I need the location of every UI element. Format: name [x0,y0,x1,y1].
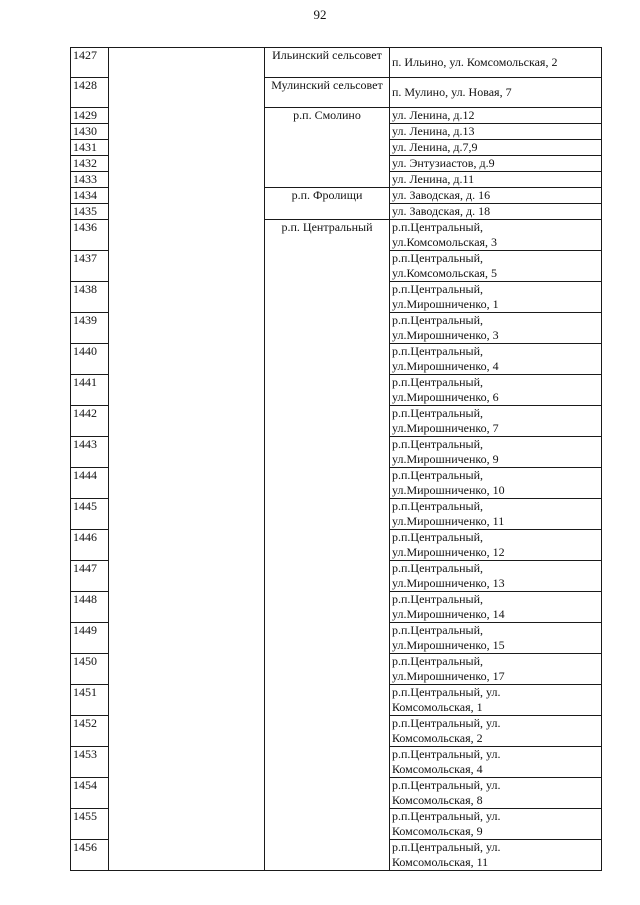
address-line-1: р.п.Центральный, [392,437,484,451]
row-number: 1432 [71,156,109,172]
address-line-1: р.п.Центральный, [392,313,484,327]
address-cell [390,809,602,840]
address-cell [390,623,602,654]
address-cell [390,530,602,561]
row-number: 1442 [71,406,109,437]
address-line-2: ул.Мирошниченко, 12 [392,545,505,559]
address-line-2: ул.Мирошниченко, 9 [392,452,499,466]
address-cell [390,654,602,685]
address-cell: п. Ильино, ул. Комсомольская, 2 [390,48,602,78]
row-number: 1446 [71,530,109,561]
address-line-2: ул.Комсомольская, 5 [392,266,498,280]
address-line-2: ул.Мирошниченко, 11 [392,514,505,528]
table-row [71,48,602,78]
address-cell [390,437,602,468]
address-line-1: р.п.Центральный, [392,344,484,358]
address-cell [390,561,602,592]
address-line-1: р.п.Центральный, [392,561,484,575]
address-cell [390,592,602,623]
row-number: 1441 [71,375,109,406]
address-line-1: р.п.Центральный, [392,282,484,296]
empty-column-cell [109,48,265,871]
address-line-1: р.п.Центральный, [392,251,484,265]
address-line-1: р.п.Центральный, [392,623,484,637]
address-cell [390,375,602,406]
address-line-2: Комсомольская, 11 [392,855,489,869]
row-number: 1454 [71,778,109,809]
address-table [70,47,602,871]
address-line-2: Комсомольская, 9 [392,824,483,838]
address-cell [390,344,602,375]
row-number: 1450 [71,654,109,685]
address-line-1: р.п.Центральный, ул. [392,809,501,823]
row-number: 1445 [71,499,109,530]
address-line-2: ул.Мирошниченко, 6 [392,390,499,404]
address-line-2: Комсомольская, 1 [392,700,483,714]
address-line-2: ул.Комсомольская, 3 [392,235,498,249]
address-cell [390,685,602,716]
address-line-2: Комсомольская, 8 [392,793,483,807]
row-number: 1428 [71,78,109,108]
row-number: 1434 [71,188,109,204]
address-line-1: р.п.Центральный, [392,592,484,606]
address-line-1: р.п.Центральный, [392,220,484,234]
address-line-2: ул.Мирошниченко, 3 [392,328,499,342]
address-cell [390,747,602,778]
address-line-1: р.п.Центральный, ул. [392,778,501,792]
row-number: 1447 [71,561,109,592]
row-number: 1444 [71,468,109,499]
address-line-1: р.п.Центральный, [392,406,484,420]
address-line-2: ул.Мирошниченко, 13 [392,576,505,590]
address-line-2: ул.Мирошниченко, 10 [392,483,505,497]
settlement-cell: Ильинский сельсовет [265,48,390,78]
address-cell: ул. Ленина, д.7,9 [390,140,602,156]
row-number: 1433 [71,172,109,188]
address-line-2: Комсомольская, 2 [392,731,483,745]
address-cell [390,840,602,871]
address-line-1: р.п.Центральный, [392,468,484,482]
address-line-2: ул.Мирошниченко, 7 [392,421,499,435]
address-cell [390,778,602,809]
address-cell: ул. Энтузиастов, д.9 [390,156,602,172]
address-cell [390,468,602,499]
address-line-2: ул.Мирошниченко, 15 [392,638,505,652]
address-cell: ул. Заводская, д. 18 [390,204,602,220]
settlement-cell: р.п. Фролищи [265,188,390,220]
address-line-2: ул.Мирошниченко, 14 [392,607,505,621]
row-number: 1430 [71,124,109,140]
row-number: 1453 [71,747,109,778]
row-number: 1452 [71,716,109,747]
settlement-cell: р.п. Центральный [265,220,390,871]
row-number: 1436 [71,220,109,251]
address-line-1: р.п.Центральный, [392,499,484,513]
row-number: 1439 [71,313,109,344]
row-number: 1429 [71,108,109,124]
address-line-1: р.п.Центральный, ул. [392,747,501,761]
row-number: 1443 [71,437,109,468]
row-number: 1451 [71,685,109,716]
page-number: 92 [313,7,327,22]
address-cell [390,406,602,437]
address-cell: ул. Ленина, д.12 [390,108,602,124]
address-line-1: р.п.Центральный, [392,654,484,668]
address-cell [390,251,602,282]
row-number: 1437 [71,251,109,282]
address-line-1: р.п.Центральный, [392,375,484,389]
row-number: 1438 [71,282,109,313]
address-table-body [71,48,602,871]
row-number: 1449 [71,623,109,654]
settlement-cell: Мулинский сельсовет [265,78,390,108]
row-number: 1427 [71,48,109,78]
address-line-1: р.п.Центральный, [392,530,484,544]
address-line-2: ул.Мирошниченко, 17 [392,669,505,683]
address-line-1: р.п.Центральный, ул. [392,840,501,854]
row-number: 1448 [71,592,109,623]
settlement-cell: р.п. Смолино [265,108,390,188]
address-line-2: Комсомольская, 4 [392,762,483,776]
row-number: 1431 [71,140,109,156]
address-cell: п. Мулино, ул. Новая, 7 [390,78,602,108]
address-cell [390,499,602,530]
address-cell [390,220,602,251]
row-number: 1440 [71,344,109,375]
address-line-1: р.п.Центральный, ул. [392,716,501,730]
address-cell: ул. Ленина, д.11 [390,172,602,188]
address-cell [390,716,602,747]
address-line-2: ул.Мирошниченко, 4 [392,359,499,373]
address-cell [390,282,602,313]
address-cell [390,313,602,344]
address-cell: ул. Заводская, д. 16 [390,188,602,204]
row-number: 1435 [71,204,109,220]
address-line-2: ул.Мирошниченко, 1 [392,297,499,311]
row-number: 1455 [71,809,109,840]
address-line-1: р.п.Центральный, ул. [392,685,501,699]
address-cell: ул. Ленина, д.13 [390,124,602,140]
row-number: 1456 [71,840,109,871]
